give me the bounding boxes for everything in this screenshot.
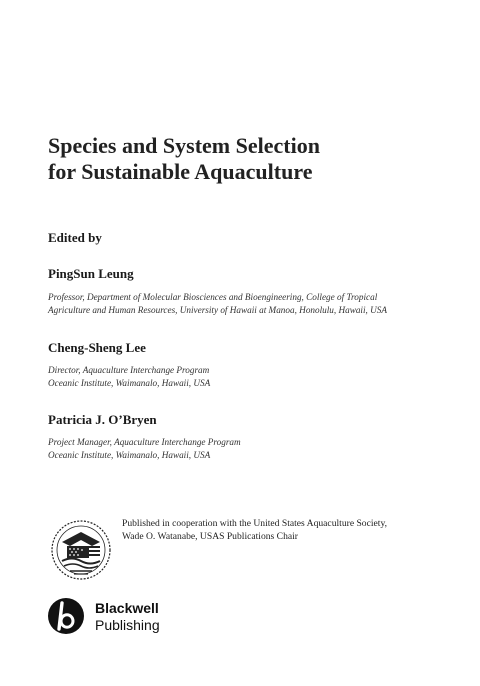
- editor-name-obryen: Patricia J. O’Bryen: [48, 412, 157, 427]
- affiliation-line: Project Manager, Aquaculture Interchange Program: [48, 437, 241, 447]
- aquaculture-society-seal-icon: [48, 516, 114, 582]
- cooperation-line-1: Published in cooperation with the United States Aquaculture Society,: [122, 518, 388, 529]
- affiliation-line: Professor, Department of Molecular Biosciences and Bioengineering, College of Tropical: [48, 292, 378, 302]
- affiliation-line: Oceanic Institute, Waimanalo, Hawaii, USA: [48, 378, 211, 388]
- edited-by-label: Edited by: [48, 230, 102, 245]
- title-line-2: for Sustainable Aquaculture: [48, 159, 313, 184]
- blackwell-logo-icon: [47, 597, 85, 635]
- editor-name-leung: PingSun Leung: [48, 266, 134, 281]
- cooperation-line-2: Wade O. Watanabe, USAS Publications Chair: [122, 531, 298, 542]
- book-title: [48, 133, 320, 185]
- editor-affiliation-lee: [48, 364, 210, 390]
- editor-name-lee: Cheng-Sheng Lee: [48, 340, 146, 355]
- publisher-name-line-1: Blackwell: [95, 600, 159, 616]
- editor-affiliation-leung: [48, 291, 387, 317]
- affiliation-line: Director, Aquaculture Interchange Program: [48, 365, 210, 375]
- publisher-name-line-2: Publishing: [95, 617, 160, 633]
- publisher-name: [95, 600, 160, 634]
- title-line-1: Species and System Selection: [48, 133, 320, 158]
- affiliation-line: Agriculture and Human Resources, University of Hawaii at Manoa, Honolulu, Hawaii, USA: [48, 305, 387, 315]
- cooperation-note: [122, 517, 387, 543]
- editor-affiliation-obryen: [48, 436, 241, 462]
- affiliation-line: Oceanic Institute, Waimanalo, Hawaii, USA: [48, 450, 211, 460]
